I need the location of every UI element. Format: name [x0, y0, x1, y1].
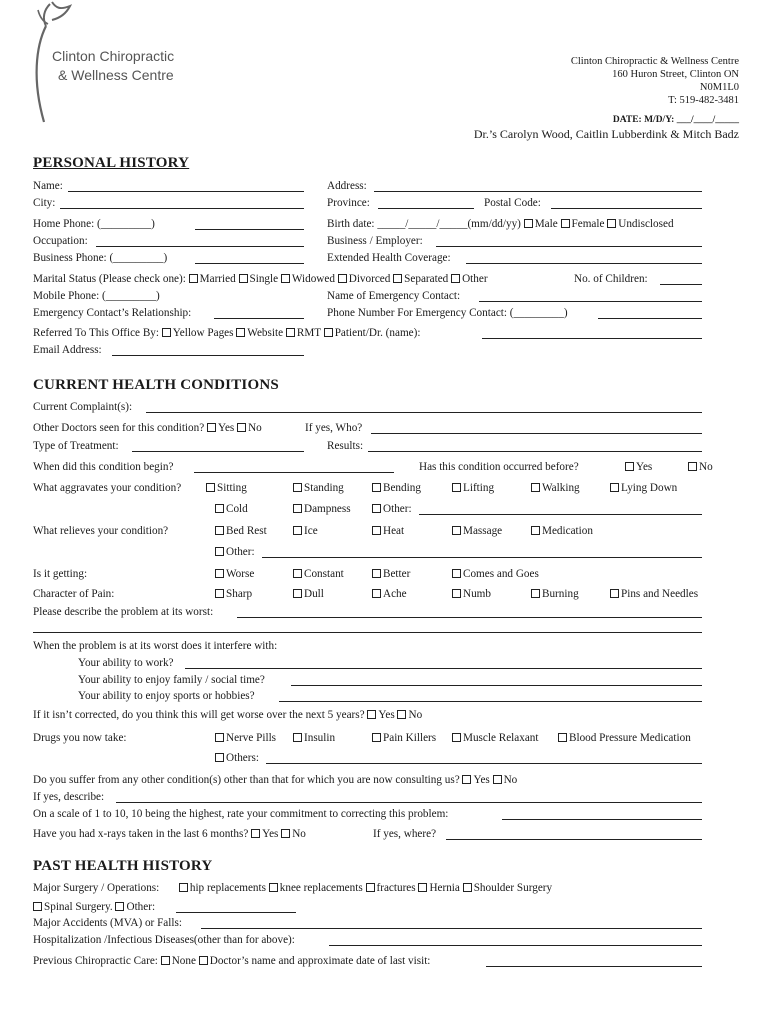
- address-label: Address:: [327, 180, 367, 192]
- drug-muscle: [452, 731, 539, 745]
- widowed-checkbox[interactable]: [281, 274, 290, 283]
- doctors-list: Dr.’s Carolyn Wood, Caitlin Lubberdink & Mitch Badz: [473, 127, 739, 141]
- treatment-label: Type of Treatment:: [33, 440, 119, 452]
- hospital-label: Hospitalization /Infectious Diseases(other than for above):: [33, 934, 295, 946]
- date-field[interactable]: DATE: M/D/Y: ___/____/_____: [612, 115, 739, 125]
- comes-goes-checkbox[interactable]: [452, 569, 461, 578]
- burning-label: Burning: [542, 588, 579, 600]
- province-field[interactable]: [378, 208, 474, 209]
- yellow-pages-checkbox[interactable]: [162, 328, 171, 337]
- pain-sharp: [215, 587, 252, 601]
- emergency-name-label: Name of Emergency Contact:: [327, 290, 461, 302]
- ice-checkbox[interactable]: [293, 526, 302, 535]
- worse-checkbox[interactable]: [215, 569, 224, 578]
- rel-other-checkbox[interactable]: [215, 547, 224, 556]
- logo-line-2: & Wellness Centre: [58, 67, 174, 83]
- accidents-field[interactable]: [201, 928, 702, 929]
- home-phone-field[interactable]: [195, 229, 304, 230]
- lying-down-label: Lying Down: [621, 482, 678, 494]
- cold-checkbox[interactable]: [215, 504, 224, 513]
- suffer-row: [33, 773, 517, 787]
- standing-checkbox[interactable]: [293, 483, 302, 492]
- agg-bending: [372, 481, 421, 495]
- begin-field[interactable]: [194, 472, 394, 473]
- get-better: [372, 567, 410, 581]
- separated-checkbox[interactable]: [393, 274, 402, 283]
- female-label: Female: [571, 218, 605, 230]
- surgery-row: [33, 881, 552, 895]
- drug-others-label: Others:: [226, 752, 259, 764]
- rel-massage: [452, 524, 502, 538]
- hip-checkbox[interactable]: [179, 883, 188, 892]
- marital-status-row: [33, 272, 488, 286]
- website-checkbox[interactable]: [236, 328, 245, 337]
- better-label: Better: [383, 568, 411, 580]
- hip-label: hip replacements: [189, 882, 266, 894]
- constant-label: Constant: [304, 568, 344, 580]
- blood-pressure-label: Blood Pressure Medication: [569, 732, 691, 744]
- family-field[interactable]: [291, 685, 702, 686]
- bending-label: Bending: [383, 482, 421, 494]
- personal-history-heading: PERSONAL HISTORY: [33, 155, 190, 171]
- postal-label: Postal Code:: [484, 197, 541, 209]
- lying-down-checkbox[interactable]: [610, 483, 619, 492]
- city-label: City:: [33, 197, 56, 209]
- widowed-label: Widowed: [291, 273, 335, 285]
- birth-date-label: Birth date: _____/_____/_____(mm/dd/yy): [327, 218, 521, 230]
- worse5-label: If it isn’t corrected, do you think this will get worse over the next 5 years?: [33, 709, 365, 721]
- other-doctors-label: Other Doctors seen for this condition?: [33, 422, 205, 434]
- sharp-checkbox[interactable]: [215, 589, 224, 598]
- rmt-checkbox[interactable]: [286, 328, 295, 337]
- before-no-checkbox[interactable]: [688, 462, 697, 471]
- agg-dampness: [293, 502, 351, 516]
- worse5-yes-label: Yes: [378, 709, 395, 721]
- male-label: Male: [534, 218, 558, 230]
- referred-row: [33, 326, 420, 340]
- agg-sitting: [206, 481, 247, 495]
- nerve-pills-label: Nerve Pills: [226, 732, 277, 744]
- rel-ice: [293, 524, 318, 538]
- shoulder-checkbox[interactable]: [463, 883, 472, 892]
- agg-other-checkbox[interactable]: [372, 504, 381, 513]
- emergency-name-field[interactable]: [479, 301, 702, 302]
- describe-label: Please describe the problem at its worst:: [33, 606, 214, 618]
- drug-insulin: [293, 731, 335, 745]
- drug-others: [215, 751, 259, 765]
- name-label: Name:: [33, 180, 63, 192]
- pins-needles-label: Pins and Needles: [621, 588, 699, 600]
- email-field[interactable]: [112, 355, 304, 356]
- treatment-field[interactable]: [132, 451, 304, 452]
- divorced-checkbox[interactable]: [338, 274, 347, 283]
- interfere-label: When the problem is at its worst does it interfere with:: [33, 640, 278, 652]
- suffer-no-label: No: [503, 774, 518, 786]
- other-marital-label: Other: [462, 273, 488, 285]
- occupation-field[interactable]: [96, 246, 304, 247]
- who-field[interactable]: [371, 433, 702, 434]
- children-label: No. of Children:: [574, 273, 648, 285]
- scale-field[interactable]: [502, 819, 702, 820]
- business-phone-label[interactable]: Business Phone: (_________): [33, 252, 168, 264]
- female-checkbox[interactable]: [561, 219, 570, 228]
- rel-other: [215, 545, 255, 559]
- spinal-row: [33, 900, 155, 914]
- logo-line-1: Clinton Chiropractic: [52, 48, 175, 64]
- medication-label: Medication: [542, 525, 593, 537]
- get-comes-goes: [452, 567, 539, 581]
- complaints-label: Current Complaint(s):: [33, 401, 133, 413]
- single-checkbox[interactable]: [239, 274, 248, 283]
- massage-checkbox[interactable]: [452, 526, 461, 535]
- clinic-phone: T: 519-482-3481: [668, 95, 739, 106]
- before-no-label: No: [699, 461, 713, 473]
- ice-label: Ice: [304, 525, 318, 537]
- other-doctors-no-checkbox[interactable]: [237, 423, 246, 432]
- undisclosed-checkbox[interactable]: [607, 219, 616, 228]
- walking-label: Walking: [542, 482, 580, 494]
- address-field[interactable]: [374, 191, 702, 192]
- rel-other-label: Other:: [226, 546, 255, 558]
- dampness-label: Dampness: [304, 503, 351, 515]
- heat-label: Heat: [383, 525, 405, 537]
- worse5-row: [33, 708, 422, 722]
- walking-checkbox[interactable]: [531, 483, 540, 492]
- medication-checkbox[interactable]: [531, 526, 540, 535]
- pain-ache: [372, 587, 407, 601]
- before-yes-label: Yes: [636, 461, 653, 473]
- married-label: Married: [199, 273, 236, 285]
- pain-killers-label: Pain Killers: [383, 732, 437, 744]
- bed-rest-label: Bed Rest: [226, 525, 267, 537]
- rel-other-field[interactable]: [262, 557, 702, 558]
- spinal-checkbox[interactable]: [33, 902, 42, 911]
- knee-checkbox[interactable]: [269, 883, 278, 892]
- drug-bp: [558, 731, 691, 745]
- aggravates-label: What aggravates your condition?: [33, 482, 182, 494]
- shoulder-label: Shoulder Surgery: [473, 882, 553, 894]
- married-checkbox[interactable]: [189, 274, 198, 283]
- insulin-label: Insulin: [304, 732, 336, 744]
- bed-rest-checkbox[interactable]: [215, 526, 224, 535]
- ache-label: Ache: [383, 588, 407, 600]
- burning-checkbox[interactable]: [531, 589, 540, 598]
- divorced-label: Divorced: [348, 273, 391, 285]
- describe-field[interactable]: [237, 617, 702, 618]
- lifting-checkbox[interactable]: [452, 483, 461, 492]
- complaints-field[interactable]: [146, 412, 702, 413]
- results-field[interactable]: [368, 451, 702, 452]
- occupation-label: Occupation:: [33, 235, 88, 247]
- heat-checkbox[interactable]: [372, 526, 381, 535]
- spinal-label: Spinal Surgery.: [44, 901, 113, 913]
- surgery-other-checkbox[interactable]: [115, 902, 124, 911]
- get-worse: [215, 567, 254, 581]
- dampness-checkbox[interactable]: [293, 504, 302, 513]
- rmt-label: RMT: [296, 327, 321, 339]
- city-field[interactable]: [60, 208, 304, 209]
- lifting-label: Lifting: [463, 482, 495, 494]
- ache-checkbox[interactable]: [372, 589, 381, 598]
- yellow-pages-label: Yellow Pages: [172, 327, 234, 339]
- rel-medication: [531, 524, 593, 538]
- patient-dr-checkbox[interactable]: [324, 328, 333, 337]
- ifyes-describe-label: If yes, describe:: [33, 791, 105, 803]
- massage-label: Massage: [463, 525, 503, 537]
- work-label: Your ability to work?: [78, 657, 174, 669]
- home-phone-label[interactable]: Home Phone: (_________): [33, 218, 155, 230]
- chiro-doctor-label: Doctor’s name and approximate date of last visit:: [209, 955, 431, 967]
- muscle-relaxant-label: Muscle Relaxant: [463, 732, 539, 744]
- past-health-heading: PAST HEALTH HISTORY: [33, 858, 213, 874]
- separated-label: Separated: [404, 273, 449, 285]
- other-doctors-yes-checkbox[interactable]: [207, 423, 216, 432]
- drugs-label: Drugs you now take:: [33, 732, 127, 744]
- constant-checkbox[interactable]: [293, 569, 302, 578]
- sports-field[interactable]: [279, 701, 702, 702]
- clinic-name: Clinton Chiropractic & Wellness Centre: [570, 56, 739, 67]
- scale-label: On a scale of 1 to 10, 10 being the highest, rate your commitment to correcting this problem:: [33, 808, 449, 820]
- family-label: Your ability to enjoy family / social time?: [78, 674, 265, 686]
- sitting-checkbox[interactable]: [206, 483, 215, 492]
- relieves-label: What relieves your condition?: [33, 525, 169, 537]
- drug-pain: [372, 731, 436, 745]
- province-label: Province:: [327, 197, 370, 209]
- agg-other-field[interactable]: [419, 514, 702, 515]
- begin-label: When did this condition begin?: [33, 461, 174, 473]
- results-label: Results:: [327, 440, 364, 452]
- suffer-label: Do you suffer from any other condition(s) other than that for which you are now consulting us?: [33, 774, 460, 786]
- comes-goes-label: Comes and Goes: [463, 568, 539, 580]
- surgery-other-label: Other:: [126, 901, 156, 913]
- agg-walking: [531, 481, 580, 495]
- muscle-relaxant-checkbox[interactable]: [452, 733, 461, 742]
- xrays-no-checkbox[interactable]: [281, 829, 290, 838]
- sitting-label: Sitting: [217, 482, 247, 494]
- ifyes-describe-field[interactable]: [116, 802, 702, 803]
- drug-nerve: [215, 731, 276, 745]
- xrays-yes-checkbox[interactable]: [251, 829, 260, 838]
- suffer-no-checkbox[interactable]: [493, 775, 502, 784]
- agg-cold: [215, 502, 248, 516]
- getting-label: Is it getting:: [33, 568, 88, 580]
- dull-label: Dull: [304, 588, 324, 600]
- name-field[interactable]: [68, 191, 304, 192]
- surgery-other-field[interactable]: [176, 912, 296, 913]
- referred-name-field[interactable]: [482, 338, 702, 339]
- cold-label: Cold: [226, 503, 248, 515]
- worse5-no-checkbox[interactable]: [397, 710, 406, 719]
- chiro-none-checkbox[interactable]: [161, 956, 170, 965]
- agg-other: [372, 502, 412, 516]
- drug-others-field[interactable]: [266, 763, 702, 764]
- fractures-label: fractures: [376, 882, 416, 894]
- before-yes-checkbox[interactable]: [625, 462, 634, 471]
- chiro-doctor-field[interactable]: [486, 966, 702, 967]
- children-field[interactable]: [660, 284, 702, 285]
- describe-field-2[interactable]: [33, 632, 702, 633]
- patient-dr-label: Patient/Dr. (name):: [334, 327, 421, 339]
- xrays-yes-label: Yes: [262, 828, 279, 840]
- male-checkbox[interactable]: [524, 219, 533, 228]
- pain-burning: [531, 587, 579, 601]
- mobile-phone-label[interactable]: Mobile Phone: (_________): [33, 290, 160, 302]
- knee-label: knee replacements: [279, 882, 363, 894]
- before-no: [688, 460, 713, 474]
- postal-field[interactable]: [551, 208, 702, 209]
- chiro-none-label: None: [171, 955, 196, 967]
- bending-checkbox[interactable]: [372, 483, 381, 492]
- work-field[interactable]: [185, 668, 702, 669]
- sharp-label: Sharp: [226, 588, 253, 600]
- insulin-checkbox[interactable]: [293, 733, 302, 742]
- employer-field[interactable]: [436, 246, 702, 247]
- sports-label: Your ability to enjoy sports or hobbies?: [78, 690, 255, 702]
- emergency-relationship-label: Emergency Contact’s Relationship:: [33, 307, 192, 319]
- hernia-checkbox[interactable]: [418, 883, 427, 892]
- no-label: No: [248, 422, 262, 434]
- xrays-no-label: No: [292, 828, 306, 840]
- pain-pins: [610, 587, 698, 601]
- referred-label: Referred To This Office By:: [33, 327, 159, 339]
- clinic-address: [474, 55, 739, 141]
- clinic-street: 160 Huron Street, Clinton ON: [612, 69, 739, 80]
- rel-bed-rest: [215, 524, 267, 538]
- numb-label: Numb: [463, 588, 491, 600]
- before-label: Has this condition occurred before?: [419, 461, 579, 473]
- worse5-yes-checkbox[interactable]: [367, 710, 376, 719]
- pain-label: Character of Pain:: [33, 588, 115, 600]
- emergency-phone-field[interactable]: [598, 318, 702, 319]
- pain-dull: [293, 587, 324, 601]
- agg-standing: [293, 481, 344, 495]
- rel-heat: [372, 524, 404, 538]
- birth-date-field[interactable]: [327, 217, 674, 231]
- who-label: If yes, Who?: [305, 422, 363, 434]
- better-checkbox[interactable]: [372, 569, 381, 578]
- agg-other-label: Other:: [383, 503, 412, 515]
- business-phone-field[interactable]: [195, 263, 304, 264]
- worse5-no-label: No: [408, 709, 423, 721]
- chiro-row: [33, 954, 430, 968]
- marital-label: Marital Status (Please check one):: [33, 273, 186, 285]
- other-doctors-row: [33, 421, 262, 435]
- pins-needles-checkbox[interactable]: [610, 589, 619, 598]
- agg-lifting: [452, 481, 494, 495]
- drug-others-checkbox[interactable]: [215, 753, 224, 762]
- hospital-field[interactable]: [329, 945, 702, 946]
- health-coverage-field[interactable]: [466, 263, 702, 264]
- hernia-label: Hernia: [429, 882, 460, 894]
- nerve-pills-checkbox[interactable]: [215, 733, 224, 742]
- pain-numb: [452, 587, 491, 601]
- suffer-yes-checkbox[interactable]: [462, 775, 471, 784]
- chiro-doctor-checkbox[interactable]: [199, 956, 208, 965]
- health-coverage-label: Extended Health Coverage:: [327, 252, 451, 264]
- other-marital-checkbox[interactable]: [451, 274, 460, 283]
- fractures-checkbox[interactable]: [366, 883, 375, 892]
- numb-checkbox[interactable]: [452, 589, 461, 598]
- website-label: Website: [247, 327, 284, 339]
- where-field[interactable]: [446, 839, 702, 840]
- standing-label: Standing: [304, 482, 344, 494]
- clinic-postal: N0M1L0: [699, 82, 739, 93]
- blood-pressure-checkbox[interactable]: [558, 733, 567, 742]
- where-label: If yes, where?: [373, 828, 437, 840]
- surgery-label: Major Surgery / Operations:: [33, 882, 160, 894]
- emergency-phone-label[interactable]: Phone Number For Emergency Contact: (_________): [327, 307, 568, 319]
- before-yes: [625, 460, 652, 474]
- dull-checkbox[interactable]: [293, 589, 302, 598]
- undisclosed-label: Undisclosed: [618, 218, 674, 230]
- get-constant: [293, 567, 344, 581]
- email-label: Email Address:: [33, 344, 102, 356]
- xrays-row: [33, 827, 306, 841]
- employer-label: Business / Employer:: [327, 235, 423, 247]
- single-label: Single: [249, 273, 279, 285]
- pain-killers-checkbox[interactable]: [372, 733, 381, 742]
- current-health-heading: CURRENT HEALTH CONDITIONS: [33, 377, 279, 393]
- emergency-relationship-field[interactable]: [214, 318, 304, 319]
- agg-lying: [610, 481, 677, 495]
- yes-label: Yes: [218, 422, 235, 434]
- chiro-label: Previous Chiropractic Care:: [33, 955, 158, 967]
- worse-label: Worse: [226, 568, 255, 580]
- suffer-yes-label: Yes: [473, 774, 490, 786]
- xrays-label: Have you had x-rays taken in the last 6 months?: [33, 828, 249, 840]
- accidents-label: Major Accidents (MVA) or Falls:: [33, 917, 182, 929]
